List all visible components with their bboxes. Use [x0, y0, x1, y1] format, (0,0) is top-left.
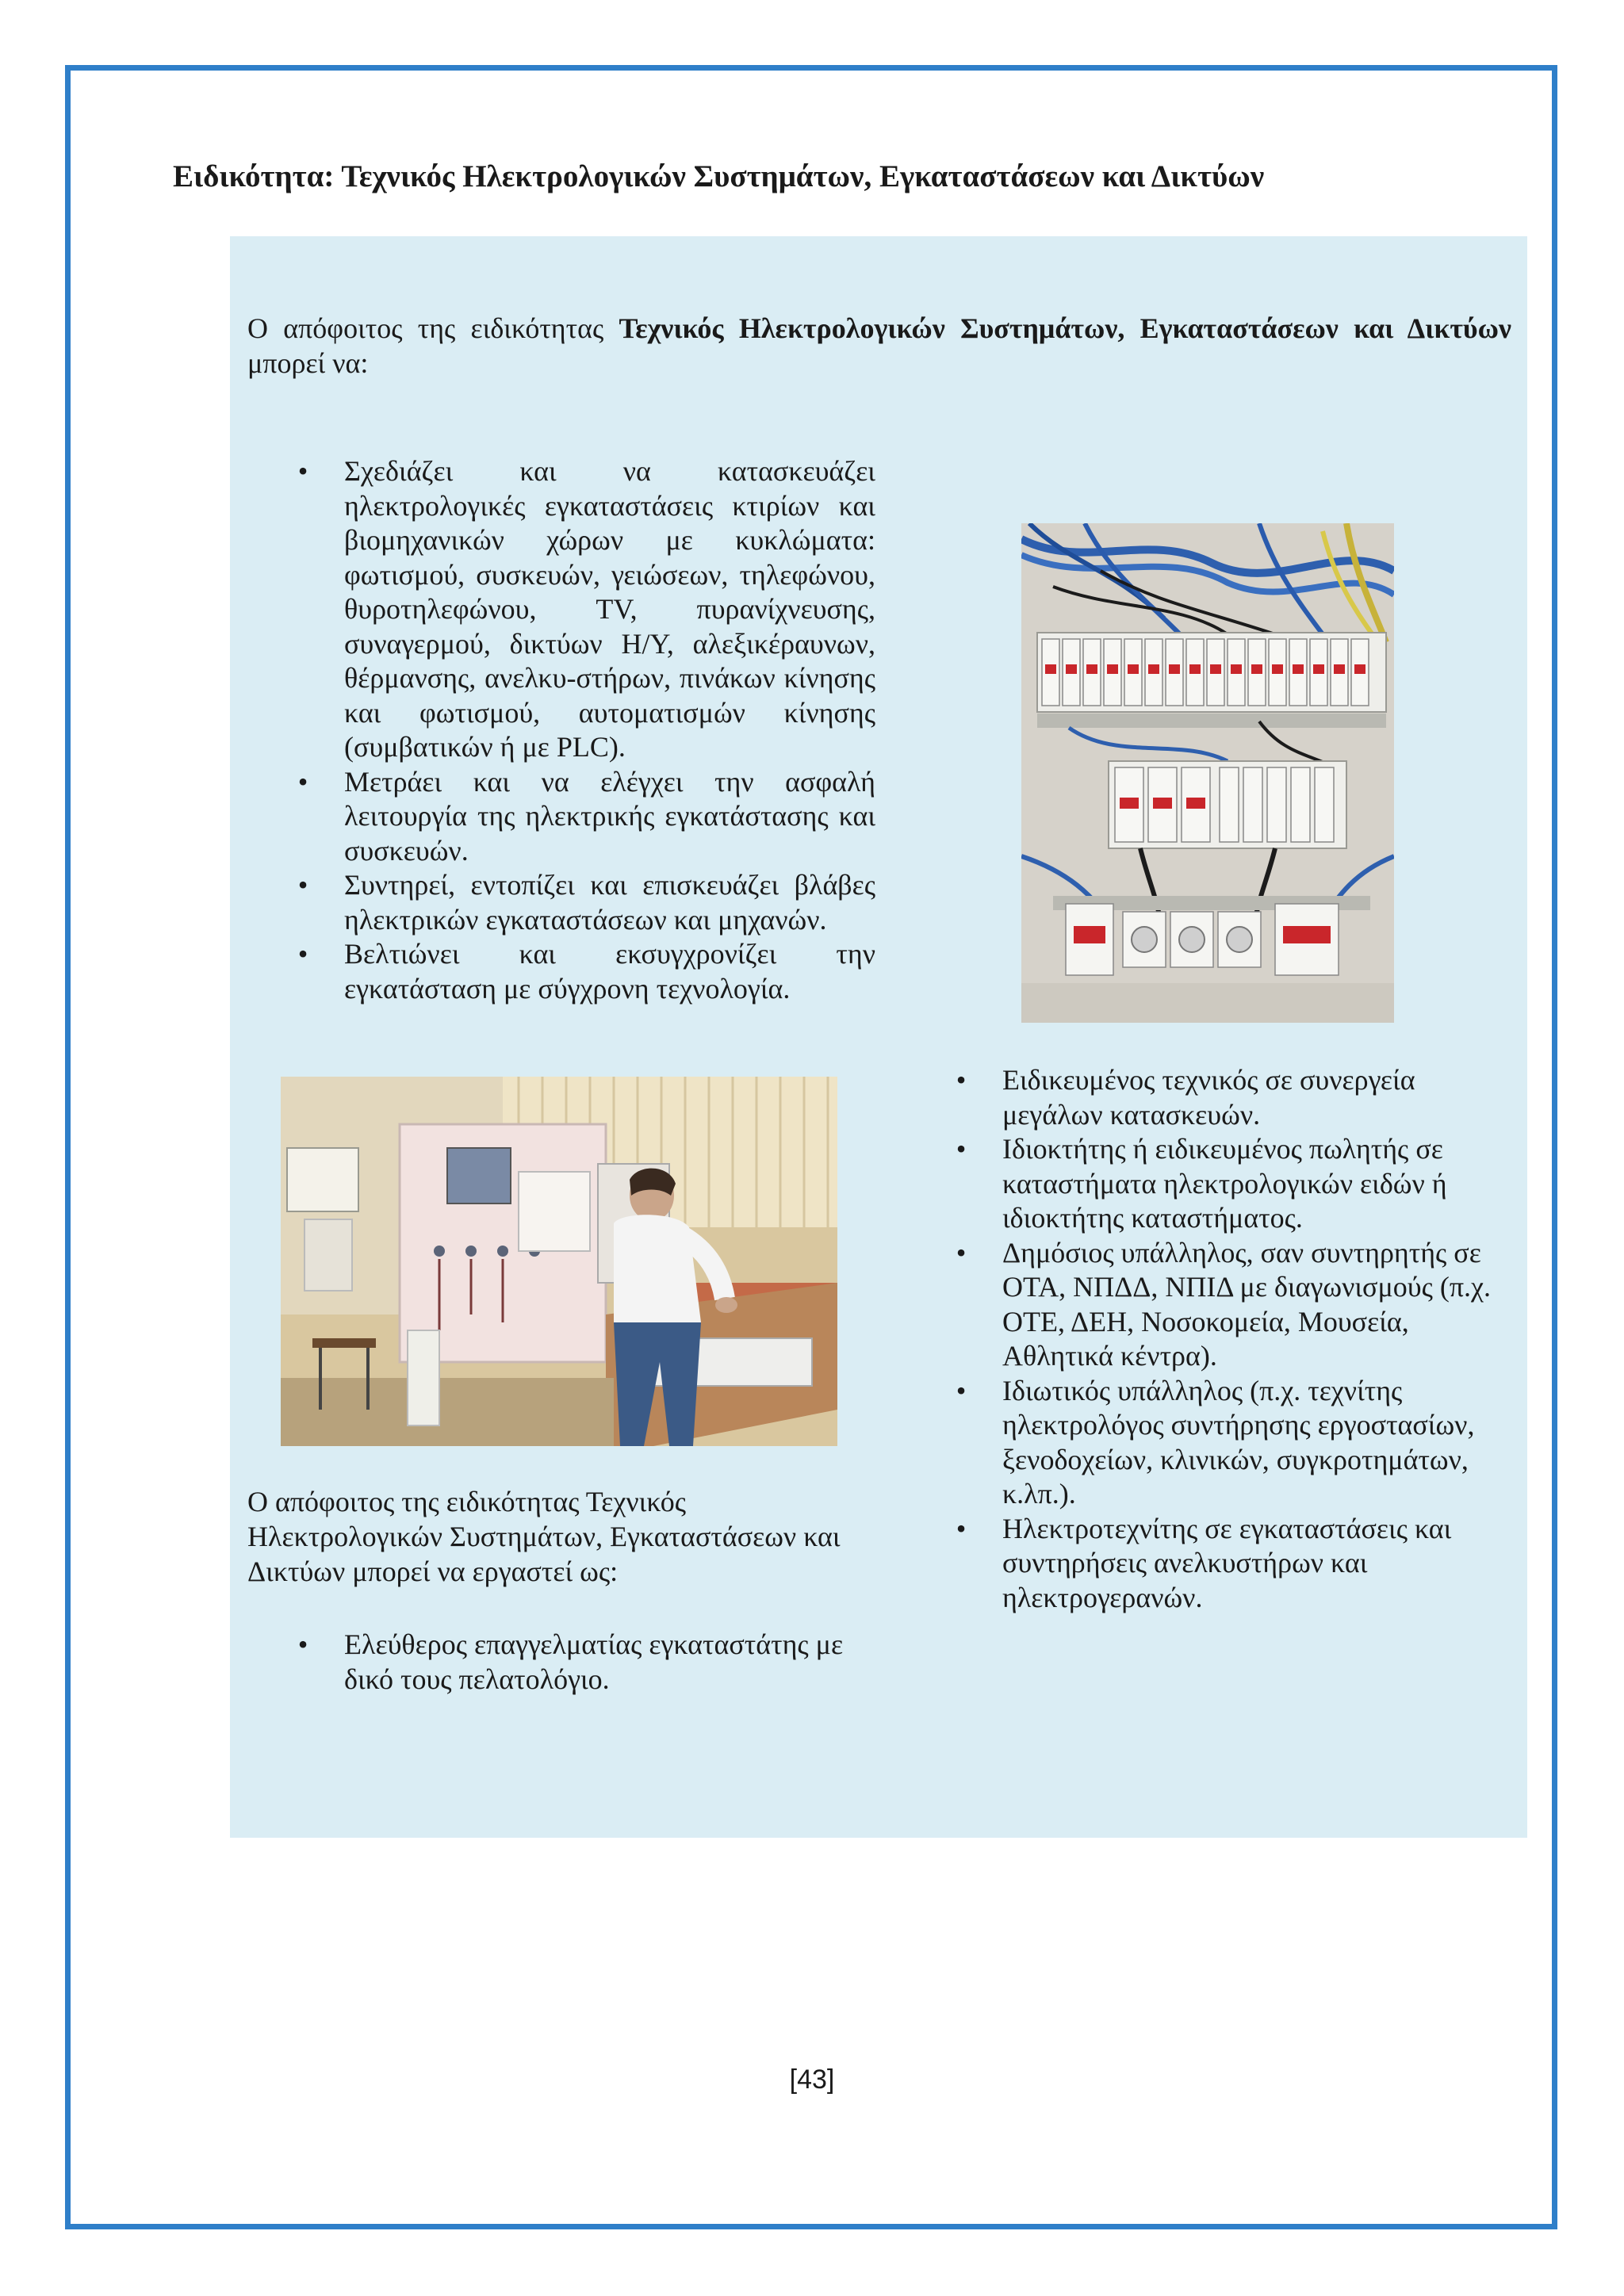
specialty-name: Τεχνικός Ηλεκτρολογικών Συστημάτων, Εγκαταστάσεων και Δικτύων [619, 312, 1512, 344]
skill-text: Μετράει και να ελέγχει την ασφαλή λειτουργία της ηλεκτρικής εγκατάστασης και συσκευών. [344, 765, 875, 867]
skills-list [297, 454, 875, 1006]
job-text: Ελεύθερος επαγγελματίας εγκαταστάτης με δικό τους πελατολόγιο. [344, 1628, 844, 1695]
job-text: Ιδιοκτήτης ή ειδικευμένος πωλητής σε καταστήματα ηλεκτρολογικών ειδών ή ιδιοκτήτης καταστήματος. [1002, 1133, 1447, 1234]
intro-suffix: μπορεί να: [247, 347, 369, 379]
outro-paragraph: Ο απόφοιτος της ειδικότητας Τεχνικός Ηλεκτρολογικών Συστημάτων, Εγκαταστάσεων και Δικτύων μπορεί να εργαστεί ως: [247, 1486, 841, 1587]
electrical-panel-illustration [1021, 523, 1394, 1023]
list-item [297, 454, 875, 765]
bullet-icon: • [956, 1064, 967, 1096]
page-number: [43] [789, 2064, 835, 2095]
jobs-list-left [297, 1628, 875, 1697]
job-text: Ειδικευμένος τεχνικός σε συνεργεία μεγάλων κατασκευών. [1002, 1064, 1415, 1131]
list-item [297, 1628, 875, 1697]
electrical-panel-photo [1021, 523, 1394, 1023]
skill-text: Σχεδιάζει και να κατασκευάζει ηλεκτρολογικές εγκαταστάσεις κτιρίων και βιομηχανικών χώρων με κυκλώματα: φωτισμού, συσκευών, γειώσεων, τηλεφώνου, θυροτηλεφώνου, TV, πυρανίχνευσης, συναγερμού, δικτύων Η/Υ, αλεξικέραυνων, θέρμανσης, ανελκυ-στήρων, πινάκων κίνησης και φωτισμού, αυτοματισμών κίνησης (συμβατικών ή με PLC). [344, 455, 875, 763]
bullet-icon: • [297, 765, 308, 798]
intro-prefix: Ο απόφοιτος της ειδικότητας [247, 312, 619, 344]
job-text: Ηλεκτροτεχνίτης σε εγκαταστάσεις και συντηρήσεις ανελκυστήρων και ηλεκτρογερανών. [1002, 1512, 1452, 1613]
jobs-list-right [956, 1063, 1518, 1615]
workshop-photo [281, 1077, 837, 1446]
list-item [297, 765, 875, 869]
list-item [956, 1132, 1518, 1236]
skill-text: Συντηρεί, εντοπίζει και επισκευάζει βλάβες ηλεκτρικών εγκαταστάσεων και μηχανών. [344, 869, 875, 936]
bullet-icon: • [297, 455, 308, 487]
list-item [956, 1063, 1518, 1132]
list-item [956, 1512, 1518, 1616]
job-text: Δημόσιος υπάλληλος, σαν συντηρητής σε ΟΤΑ, ΝΠΔΔ, ΝΠΙΔ με διαγωνισμούς (π.χ. ΟΤΕ, ΔΕΗ, Νοσοκομεία, Μουσεία, Αθλητικά κέντρα). [1002, 1236, 1491, 1372]
workshop-illustration [281, 1077, 837, 1446]
list-item [956, 1236, 1518, 1374]
page-title: Ειδικότητα: Τεχνικός Ηλεκτρολογικών Συστημάτων, Εγκαταστάσεων και Δικτύων [173, 159, 1265, 193]
skill-text: Βελτιώνει και εκσυγχρονίζει την εγκατάσταση με σύγχρονη τεχνολογία. [344, 938, 875, 1004]
bullet-icon: • [297, 869, 308, 901]
list-item [297, 937, 875, 1006]
bullet-icon: • [297, 1628, 308, 1660]
intro-paragraph [247, 311, 1511, 381]
bullet-icon: • [956, 1133, 967, 1165]
bullet-icon: • [956, 1374, 967, 1406]
job-text: Ιδιωτικός υπάλληλος (π.χ. τεχνίτης ηλεκτρολόγος συντήρησης εργοστασίων, ξενοδοχείων, κλινικών, συγκροτημάτων, κ.λπ.). [1002, 1374, 1475, 1510]
list-item [956, 1374, 1518, 1512]
bullet-icon: • [297, 938, 308, 970]
bullet-icon: • [956, 1236, 967, 1269]
bullet-icon: • [956, 1512, 967, 1544]
list-item [297, 868, 875, 937]
